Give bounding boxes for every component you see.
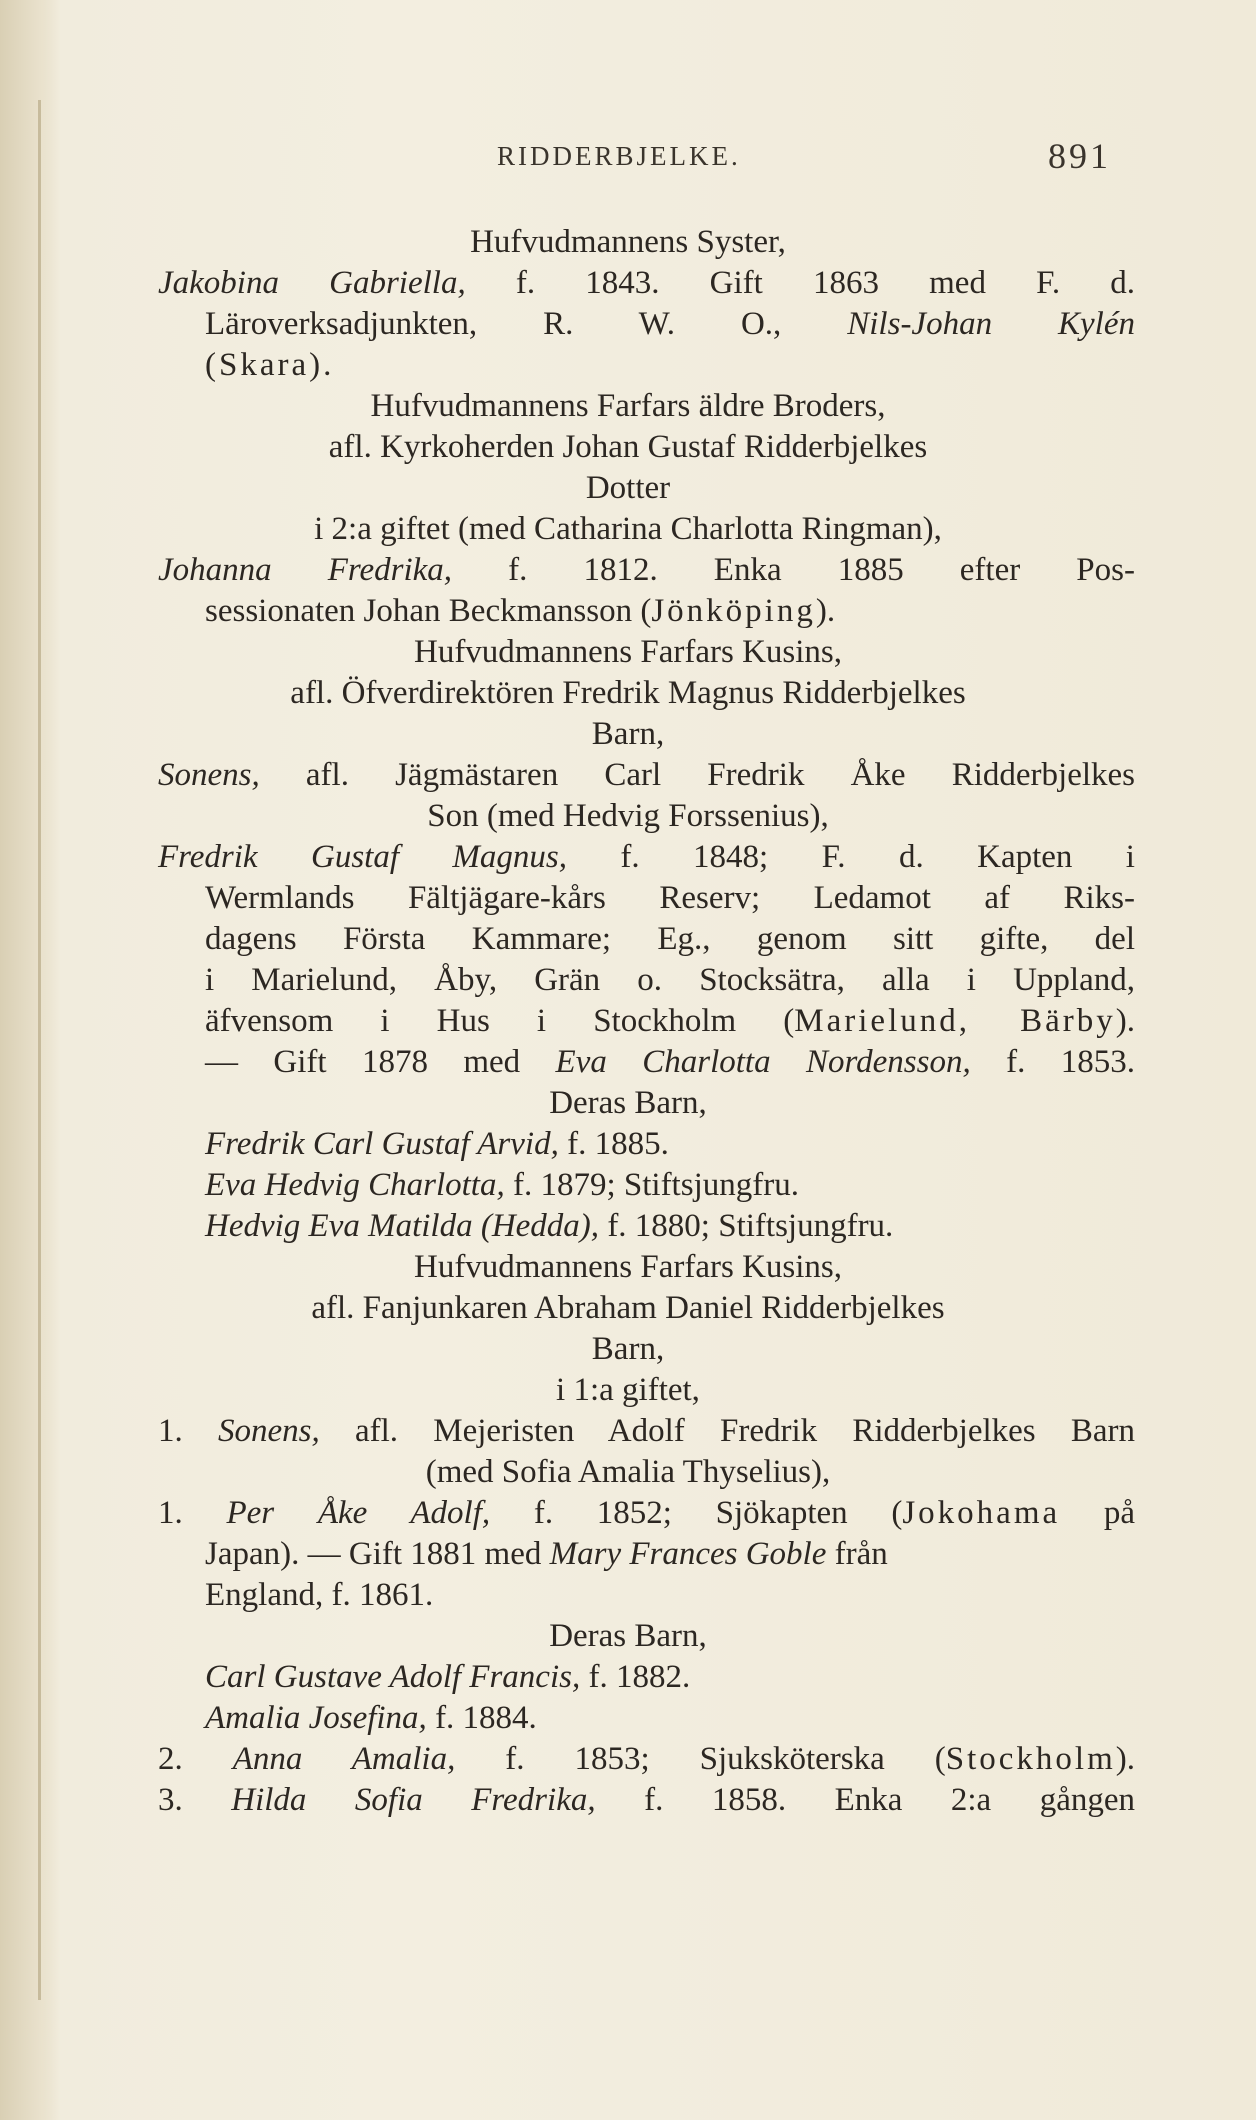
- text-segment: (med Sofia Amalia Thyselius),: [425, 1454, 831, 1490]
- text-segment: från: [826, 1536, 888, 1572]
- text-segment: 3.: [158, 1782, 232, 1818]
- text-segment: 1.: [158, 1495, 227, 1531]
- text-segment: f. 1853.: [970, 1044, 1135, 1080]
- text-segment: f. 1848; F. d. Kapten i: [566, 839, 1135, 875]
- text-line: [205, 878, 1135, 918]
- text-line: [0, 632, 1256, 672]
- italic-name: Mary Frances Goble: [549, 1536, 827, 1572]
- italic-name: Sonens,: [217, 1413, 320, 1449]
- text-segment: ).: [1115, 1741, 1136, 1777]
- text-line: [0, 1452, 1256, 1492]
- text-segment: på: [1060, 1495, 1136, 1531]
- text-segment: f. 1852; Sjökapten (: [490, 1495, 903, 1531]
- italic-name: Eva Hedvig Charlotta,: [205, 1167, 505, 1203]
- text-line: [0, 468, 1256, 508]
- text-segment: i Marielund, Åby, Grän o. Stocksätra, alla i Uppland,: [205, 962, 1135, 998]
- text-line: [205, 1698, 537, 1738]
- italic-name: Nils-Johan Kylén: [847, 306, 1135, 342]
- text-line: [158, 755, 1135, 795]
- text-line: [205, 591, 835, 631]
- text-line: [205, 1657, 690, 1697]
- text-segment: Hufvudmannens Farfars Kusins,: [413, 1249, 843, 1285]
- text-segment: äfvensom i Hus i Stockholm (: [205, 1003, 795, 1039]
- text-segment: Deras Barn,: [549, 1618, 707, 1654]
- italic-name: Eva Charlotta Nordensson,: [555, 1044, 971, 1080]
- text-line: [0, 1247, 1256, 1287]
- text-segment: Hufvudmannens Farfars Kusins,: [413, 634, 843, 670]
- text-segment: afl. Öfverdirektören Fredrik Magnus Ridderbjelkes: [290, 675, 966, 711]
- text-line: [158, 1493, 1135, 1533]
- text-line: [158, 550, 1135, 590]
- text-segment: ).: [1115, 1003, 1135, 1039]
- text-segment: Hufvudmannens Farfars äldre Broders,: [370, 388, 886, 424]
- text-segment: f. 1884.: [426, 1700, 537, 1736]
- text-segment: f. 1812. Enka 1885 efter Pos-: [452, 552, 1135, 588]
- text-line: [0, 1329, 1256, 1369]
- text-segment: f. 1879; Stiftsjungfru.: [504, 1167, 799, 1203]
- italic-name: Per Åke Adolf,: [226, 1495, 491, 1531]
- text-segment: Barn,: [591, 716, 665, 752]
- italic-name: Hedvig Eva Matilda (Hedda),: [205, 1208, 600, 1244]
- text-segment: f. 1885.: [558, 1126, 669, 1162]
- text-segment: afl. Jägmästaren Carl Fredrik Åke Ridderbjelkes: [259, 757, 1135, 793]
- text-segment: (Skara).: [205, 347, 335, 383]
- text-segment: Dotter: [585, 470, 671, 506]
- text-segment: Deras Barn,: [549, 1085, 707, 1121]
- text-segment: Läroverksadjunkten, R. W. O.,: [205, 306, 848, 342]
- text-line: [205, 1001, 1135, 1041]
- italic-name: Anna Amalia,: [232, 1741, 456, 1777]
- text-segment: f. 1858. Enka 2:a gången: [595, 1782, 1135, 1818]
- text-segment: Hufvudmannens Syster,: [470, 224, 786, 260]
- italic-name: Sonens,: [158, 757, 260, 793]
- page-spine-shadow: [0, 0, 60, 2120]
- text-line: [0, 1616, 1256, 1656]
- text-segment: afl. Kyrkoherden Johan Gustaf Ridderbjelkes: [328, 429, 928, 465]
- text-segment: afl. Mejeristen Adolf Fredrik Ridderbjelkes Barn: [319, 1413, 1135, 1449]
- text-line: [0, 222, 1256, 262]
- text-line: [0, 509, 1256, 549]
- text-segment: i 2:a giftet (med Catharina Charlotta Ringman),: [314, 511, 942, 547]
- text-segment: — Gift 1878 med: [205, 1044, 556, 1080]
- italic-name: Jakobina Gabriella,: [158, 265, 466, 301]
- text-segment: England, f. 1861.: [205, 1577, 434, 1613]
- text-segment: 2.: [158, 1741, 233, 1777]
- text-line: [205, 1124, 669, 1164]
- italic-name: Hilda Sofia Fredrika,: [231, 1782, 596, 1818]
- text-line: [158, 1411, 1135, 1451]
- text-line: [0, 427, 1256, 467]
- italic-name: Fredrik Gustaf Magnus,: [158, 839, 567, 875]
- text-line: [0, 796, 1256, 836]
- text-line: [205, 304, 1135, 344]
- text-line: [158, 837, 1135, 877]
- text-line: [205, 1534, 888, 1574]
- text-line: [205, 1575, 433, 1615]
- text-segment: ).: [815, 593, 836, 629]
- italic-name: Fredrik Carl Gustaf Arvid,: [205, 1126, 559, 1162]
- text-segment: Japan). — Gift 1881 med: [205, 1536, 550, 1572]
- text-line: [205, 345, 334, 385]
- text-line: [205, 1206, 893, 1246]
- page-number: 891: [1048, 136, 1111, 176]
- running-head: RIDDERBJELKE.: [497, 141, 741, 171]
- text-segment: Stockholm: [945, 1741, 1116, 1777]
- text-segment: sessionaten Johan Beckmansson (: [205, 593, 652, 629]
- text-segment: afl. Fanjunkaren Abraham Daniel Ridderbjelkes: [311, 1290, 945, 1326]
- italic-name: Amalia Josefina,: [205, 1700, 427, 1736]
- text-line: [158, 1739, 1135, 1779]
- text-segment: Jönköping: [651, 593, 816, 629]
- text-line: [205, 1042, 1135, 1082]
- text-segment: dagens Första Kammare; Eg., genom sitt gifte, del: [205, 921, 1135, 957]
- text-line: [0, 386, 1256, 426]
- text-segment: f. 1882.: [580, 1659, 691, 1695]
- text-line: [205, 960, 1135, 1000]
- page-header: [0, 135, 1256, 185]
- text-segment: Jokohama: [902, 1495, 1061, 1531]
- text-line: [0, 673, 1256, 713]
- text-line: [0, 1083, 1256, 1123]
- text-segment: f. 1880; Stiftsjungfru.: [599, 1208, 894, 1244]
- text-segment: i 1:a giftet,: [556, 1372, 700, 1408]
- text-segment: 1.: [158, 1413, 218, 1449]
- italic-name: Johanna Fredrika,: [158, 552, 453, 588]
- text-line: [158, 263, 1135, 303]
- text-line: [0, 714, 1256, 754]
- spine-edge: [38, 100, 41, 2000]
- text-line: [205, 1165, 799, 1205]
- text-line: [0, 1288, 1256, 1328]
- text-line: [158, 1780, 1135, 1820]
- text-segment: f. 1853; Sjuksköterska (: [455, 1741, 946, 1777]
- text-segment: Marielund, Bärby: [794, 1003, 1116, 1039]
- text-segment: f. 1843. Gift 1863 med F. d.: [465, 265, 1135, 301]
- text-segment: Son (med Hedvig Forssenius),: [427, 798, 829, 834]
- text-segment: Barn,: [591, 1331, 665, 1367]
- text-line: [0, 1370, 1256, 1410]
- text-line: [205, 919, 1135, 959]
- text-segment: Wermlands Fältjägare-kårs Reserv; Ledamot af Riks-: [205, 880, 1135, 916]
- italic-name: Carl Gustave Adolf Francis,: [205, 1659, 581, 1695]
